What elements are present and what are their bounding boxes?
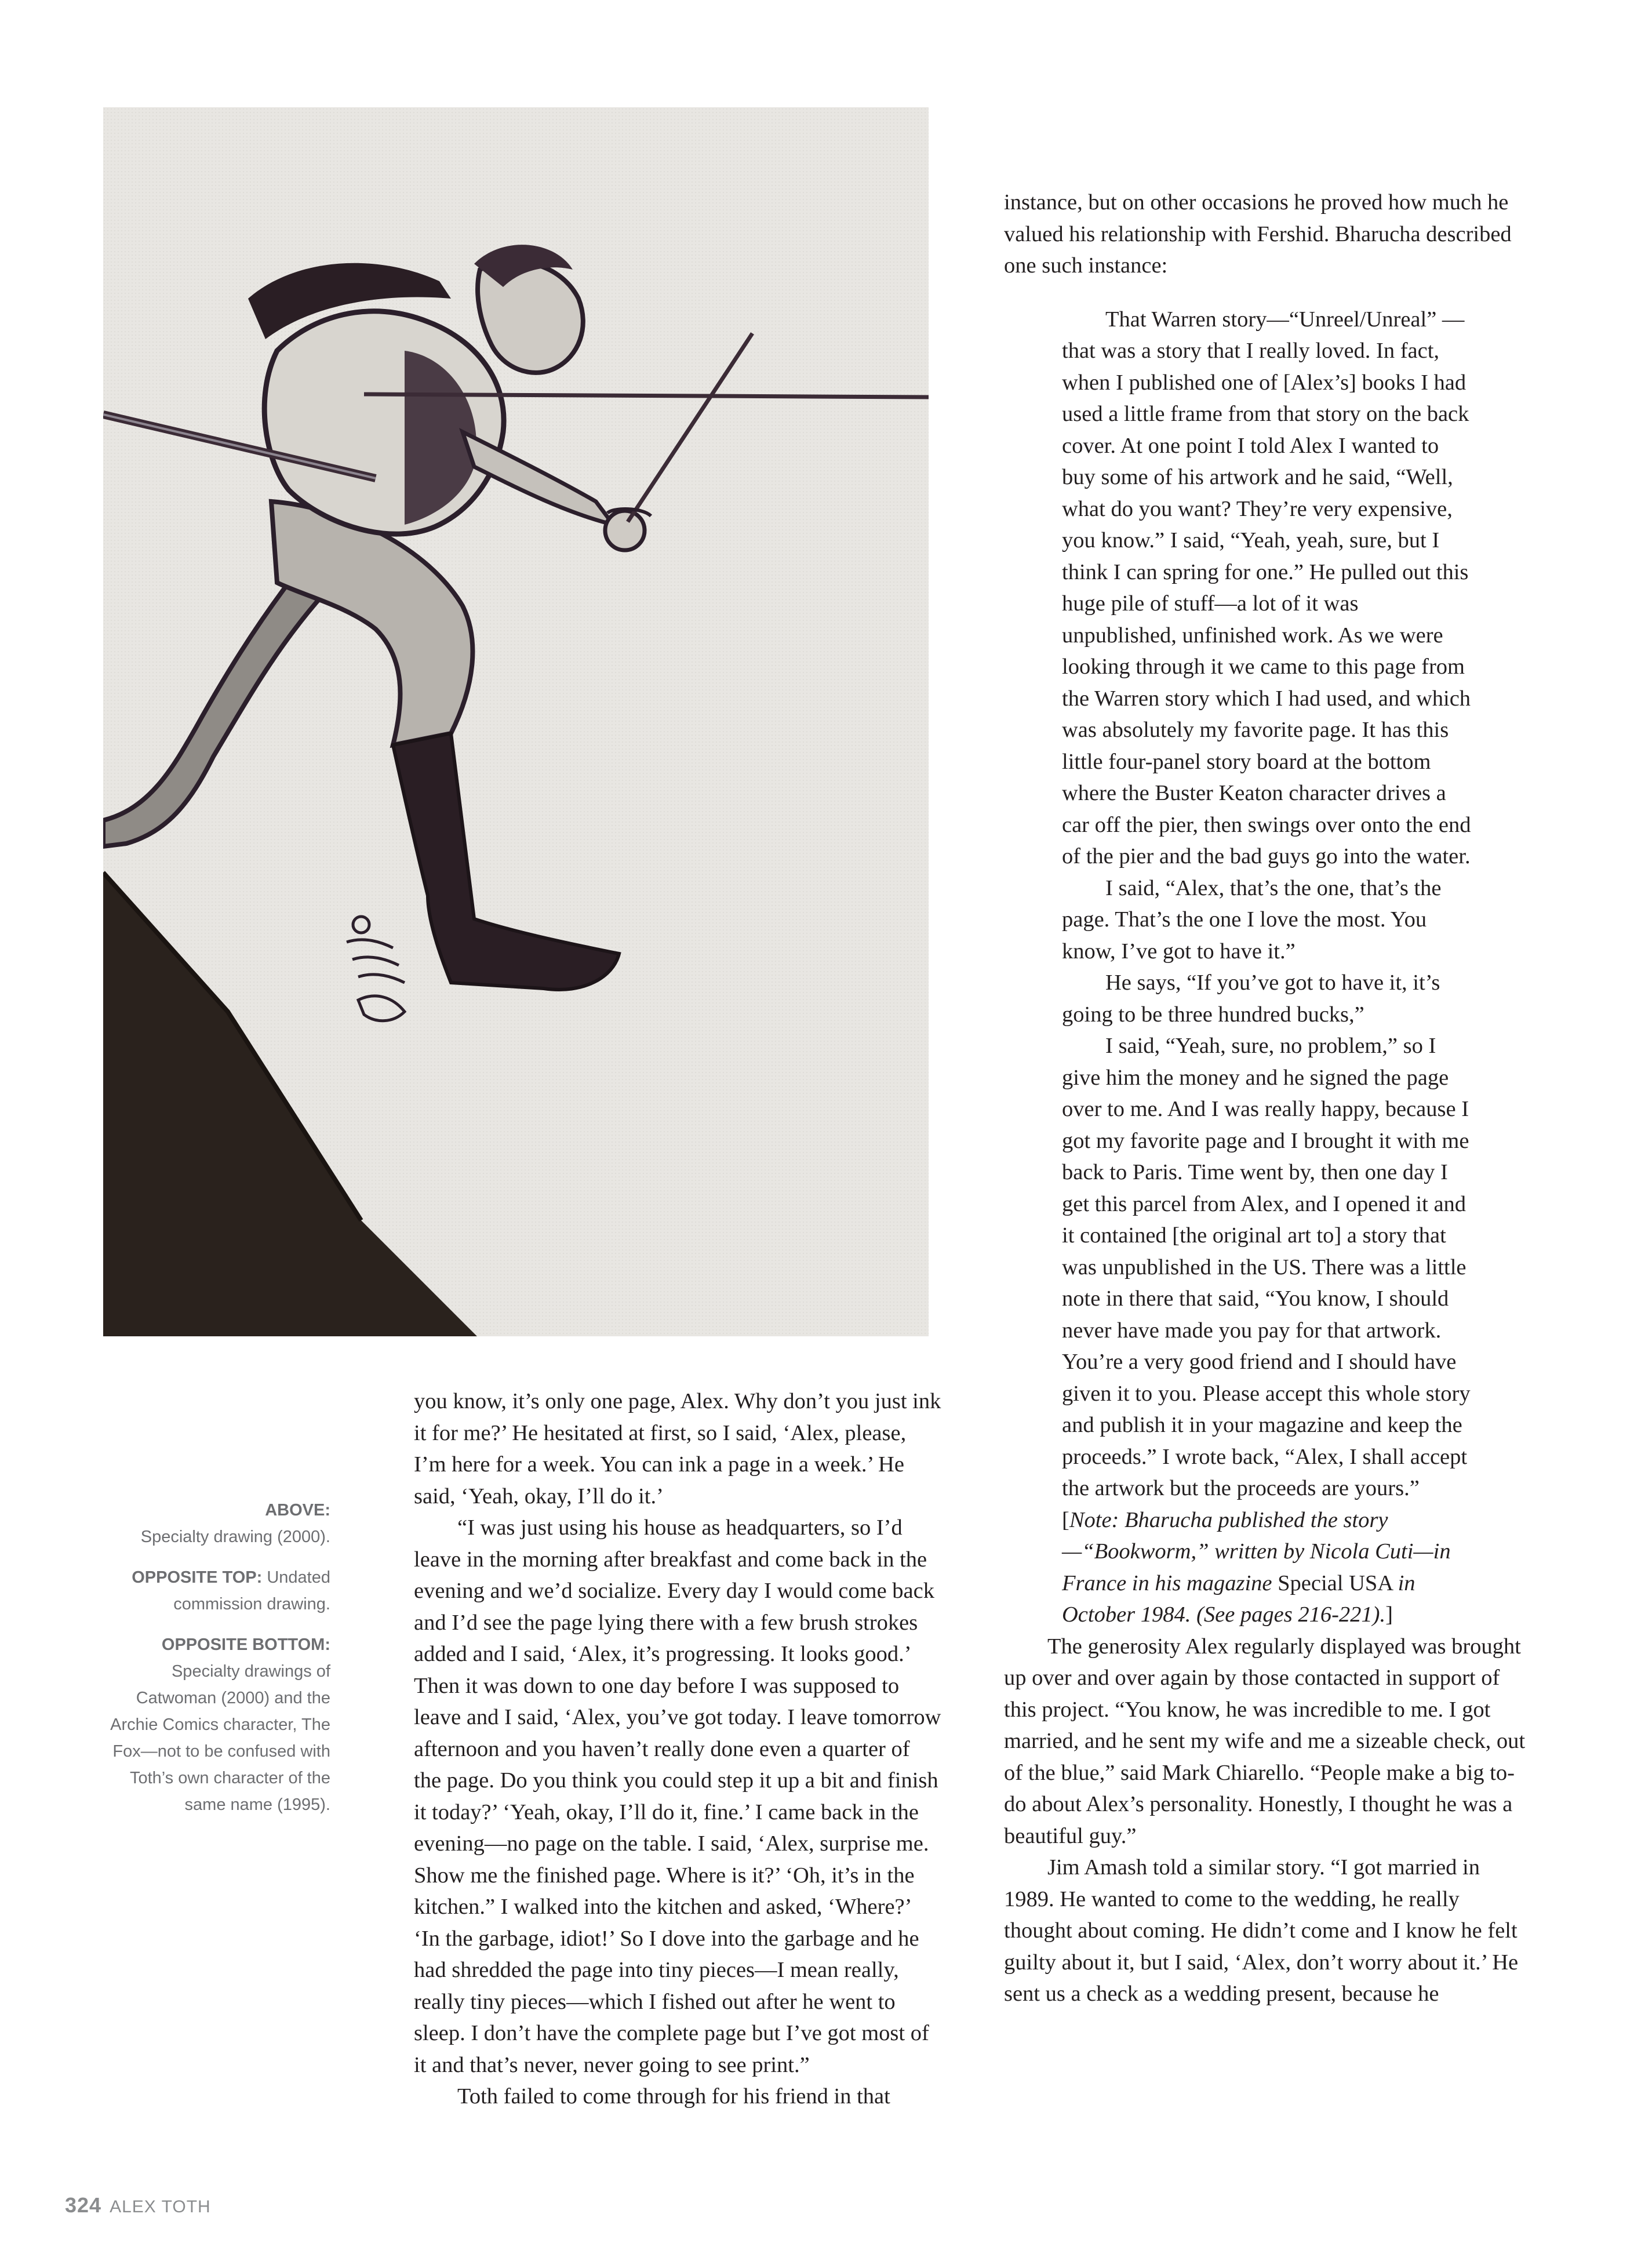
magazine-title: Special USA: [1272, 1571, 1398, 1595]
caption-opposite-top-label: OPPOSITE TOP:: [132, 1568, 263, 1587]
running-title: ALEX TOTH: [110, 2197, 211, 2216]
quote-paragraph: I said, “Alex, that’s the one, that’s the page. That’s the one I love the most. You know, I’ve got to have it.”: [1062, 875, 1442, 964]
body-paragraph: “I was just using his house as headquarters, so I’d leave in the morning after breakfast and come back in the evening and we’d socialize. Every day I would come back and I’d see the page lying there with a few brush strokes added and I said, ‘Alex, it’s progressing. It looks good.’ Then it was down to one day before I was supposed to leave and I said, ‘Alex, you’ve got today. I leave tomorrow afternoon and you haven’t really done even a quarter of the page. Do you think you could step it up a bit and finish it today?’ ‘Yeah, okay, I’ll do it, fine.’ I came back in the evening—no page on the table. I said, ‘Alex, surprise me. Show me the finished page. Where is it?’ ‘Oh, it’s in the kitchen.” I walked into the kitchen and asked, ‘Where?’ ‘In the garbage, idiot!’ So I dove into the garbage and he had shredded the page into tiny pieces—I mean really, really tiny pieces—which I fished out after he went to sleep. I don’t have the complete page but I’ve got most of it and that’s never, never going to see print.”: [414, 1515, 941, 2077]
quote-paragraph: He says, “If you’ve got to have it, it’s going to be three hundred bucks,”: [1062, 970, 1440, 1027]
body-paragraph: Toth failed to come through for his friend in that: [457, 2084, 890, 2109]
page-number: 324: [65, 2193, 102, 2217]
editor-note: Note: Bharucha published the story—“Bookworm,” written by Nicola Cuti—in France in his magazine: [1062, 1507, 1451, 1595]
image-captions: [103, 1497, 330, 1832]
caption-above: [103, 1497, 330, 1550]
caption-opposite-bottom: [103, 1631, 330, 1818]
quote-paragraph: That Warren story—“Unreel/Unreal” —that was a story that I really loved. In fact, when I published one of [Alex’s] books I had used a little frame from that story on the back cover. At one point I told Alex I wanted to buy some of his artwork and he said, “Well, what do you want? They’re very expensive, you know.” I said, “Yeah, yeah, sure, but I think I can spring for one.” He pulled out this huge pile of stuff—a lot of it was unpublished, unfinished work. As we were looking through it we came to this page from the Warren story which I had used, and which was absolutely my favorite page. It has this little four-panel story board at the bottom where the Buster Keaton character drives a car off the pier, then swings over onto the end of the pier and the bad guys go into the water.: [1062, 307, 1471, 868]
body-paragraph: you know, it’s only one page, Alex. Why don’t you just ink it for me?’ He hesitated at first, so I said, ‘Alex, please, I’m here for a week. You can ink a page in a week.’ He said, ‘Yeah, okay, I’ll do it.’: [414, 1389, 941, 1508]
swordsman-drawing-icon: [103, 107, 929, 1336]
caption-opposite-bottom-text: Specialty drawings of Catwoman (2000) and the Archie Comics character, The Fox—not to be confused with Toth’s own character of the same name (1995).: [110, 1662, 330, 1814]
editor-note: in October 1984. (See pages 216-221).: [1062, 1571, 1416, 1627]
body-paragraph: instance, but on other occasions he proved how much he valued his relationship with Fershid. Bharucha described one such instance:: [1004, 190, 1512, 278]
page-folio: [65, 2193, 211, 2218]
body-column-right: [1004, 187, 1531, 2010]
caption-opposite-top: [103, 1564, 330, 1617]
body-paragraph: The generosity Alex regularly displayed was brought up over and over again by those contacted in support of this project. “You know, he was incredible to me. I got married, and he sent my wife and me a sizeable check, out of the blue,” said Mark Chiarello. “People make a big to-do about Alex’s personality. Honestly, I thought he was a beautiful guy.”: [1004, 1634, 1526, 1848]
caption-above-text: Specialty drawing (2000).: [140, 1528, 330, 1546]
bracket-close: ]: [1385, 1602, 1393, 1627]
quote-paragraph: [1062, 1030, 1473, 1631]
caption-above-label: ABOVE:: [265, 1501, 330, 1520]
quote-text: I said, “Yeah, sure, no problem,” so I give him the money and he signed the page over to me. And I was really happy, because I got my favorite page and I brought it with me back to Paris. Time went by, then one day I get this parcel from Alex, and I opened it and it contained [the original art to] a story that was unpublished in the US. There was a little note in there that said, “You know, I should never have made you pay for that artwork. You’re a very good friend and I should have given it to you. Please accept this whole story and publish it in your magazine and keep the proceeds.” I wrote back, “Alex, I shall accept the artwork but the proceeds are yours.” [: [1062, 1034, 1471, 1532]
body-column-left: [414, 1386, 941, 2113]
body-paragraph: Jim Amash told a similar story. “I got married in 1989. He wanted to come to the wedding, he really thought about coming. He didn’t come and I know he felt guilty about it, but I said, ‘Alex, don’t worry about it.’ He sent us a check as a wedding present, because he: [1004, 1855, 1519, 2006]
caption-opposite-bottom-label: OPPOSITE BOTTOM:: [161, 1635, 330, 1654]
caption-opposite-top-text: Undated commission drawing.: [173, 1568, 330, 1613]
specialty-drawing-image: [103, 107, 929, 1336]
block-quote: [1004, 304, 1531, 1631]
